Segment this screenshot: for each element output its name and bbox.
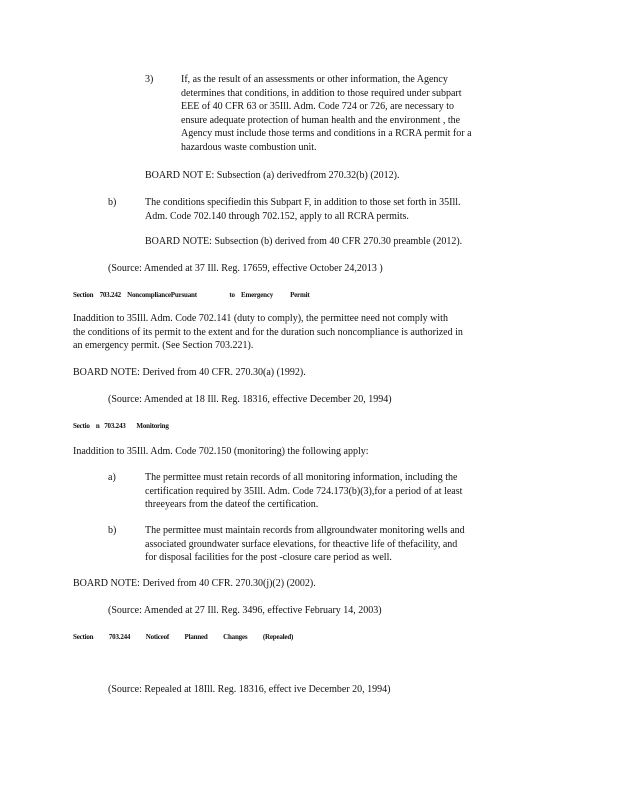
item-3-line: Agency must include those terms and conditions in a RCRA permit for a <box>181 128 472 140</box>
source-note-2: (Source: Amended at 18 Ill. Reg. 18316, effective December 20, 1994) <box>108 394 392 405</box>
item-b2-line: associated groundwater surface elevations, for theactive life of thefacility, and <box>145 538 458 550</box>
item-3-label: 3) <box>145 74 154 85</box>
item-3-line: hazardous waste combustion unit. <box>181 141 317 153</box>
item-a-label: a) <box>108 472 116 483</box>
board-note-2: BOARD NOTE: Subsection (b) derived from 40 CFR 270.30 preamble (2012). <box>145 236 463 247</box>
item-b1-label: b) <box>108 197 117 208</box>
item-b1-line: Adm. Code 702.140 through 702.152, apply to all RCRA permits. <box>145 210 409 222</box>
section-heading-703-244: Section 703.244 Noticeof Planned Changes (Repealed) <box>73 633 294 641</box>
item-a-line: The permittee must retain records of all monitoring information, including the <box>145 472 458 483</box>
board-note-3: BOARD NOTE: Derived from 40 CFR. 270.30(a) (1992). <box>73 367 306 378</box>
section-heading-703-243: Sectio n 703.243 Monitoring <box>73 422 169 430</box>
item-3-line: determines that conditions, in addition to those required under subpart <box>181 87 462 99</box>
item-b2-line: The permittee must maintain records from allgroundwater monitoring wells and <box>145 525 465 536</box>
board-note-1: BOARD NOT E: Subsection (a) derivedfrom 270.32(b) (2012). <box>145 170 400 181</box>
source-note-4: (Source: Repealed at 18Ill. Reg. 18316, effect ive December 20, 1994) <box>108 684 391 695</box>
item-a-text <box>145 471 529 512</box>
item-3-text <box>181 73 533 155</box>
item-a-line: threeyears from the dateof the certification. <box>145 499 319 511</box>
paragraph-line: the conditions of its permit to the extent and for the duration such noncompliance is authorized in <box>73 326 463 338</box>
section-703-242-text <box>73 312 543 353</box>
section-703-243-text: Inaddition to 35Ill. Adm. Code 702.150 (monitoring) the following apply: <box>73 446 369 457</box>
board-note-4: BOARD NOTE: Derived from 40 CFR. 270.30(j)(2) (2002). <box>73 578 316 589</box>
item-b2-text <box>145 524 529 565</box>
section-heading-703-242: Section 703.242 NoncompliancePursuant to Emergency Permit <box>73 291 310 299</box>
item-3-line: ensure adequate protection of human health and the environment , the <box>181 114 461 126</box>
item-b1-text <box>145 196 533 223</box>
item-3-line: If, as the result of an assessments or other information, the Agency <box>181 74 448 85</box>
source-note-3: (Source: Amended at 27 Ill. Reg. 3496, effective February 14, 2003) <box>108 605 382 616</box>
item-b2-line: for disposal facilities for the post -closure care period as well. <box>145 552 392 564</box>
source-note-1: (Source: Amended at 37 Ill. Reg. 17659, effective October 24,2013 ) <box>108 263 383 274</box>
item-b1-line: The conditions specifiedin this Subpart F, in addition to those set forth in 35Ill. <box>145 197 461 208</box>
item-a-line: certification required by 35Ill. Adm. Code 724.173(b)(3),for a period of at least <box>145 485 463 497</box>
paragraph-line: an emergency permit. (See Section 703.221). <box>73 340 254 352</box>
item-b2-label: b) <box>108 525 117 536</box>
item-3-line: EEE of 40 CFR 63 or 35Ill. Adm. Code 724 or 726, are necessary to <box>181 101 455 113</box>
paragraph-line: Inaddition to 35Ill. Adm. Code 702.141 (duty to comply), the permittee need not comply with <box>73 313 448 324</box>
